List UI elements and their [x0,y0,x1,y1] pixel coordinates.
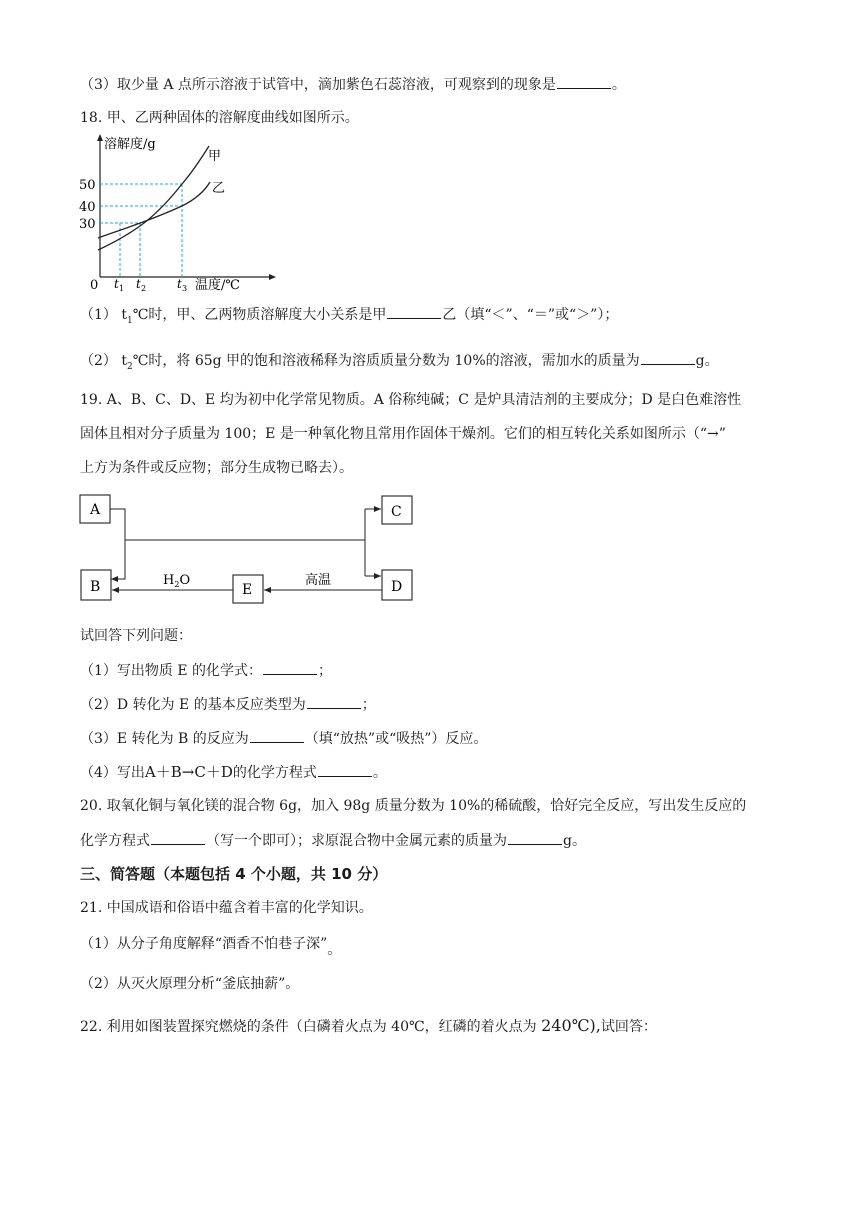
curve-jia [98,146,209,250]
conversion-diagram [76,490,422,606]
answer-blank[interactable] [387,304,441,319]
y-tick: 50 [79,178,96,193]
q19-part1 [80,660,332,681]
y-tick: 40 [79,200,96,215]
label-h2o: $H_2O$ [163,573,191,589]
q20-line2-a: 化学方程式 [80,833,150,849]
answer-blank[interactable] [263,660,317,675]
q18-part1 [80,304,618,331]
y-axis-arrow [97,134,103,141]
q19-stem-3: 上方为条件或反应物；部分生成物已略去）。 [80,460,353,476]
q19-part2-end: ； [361,697,376,713]
q18-part1-a: （1） t [80,307,127,323]
q19-stem-2: 固体且相对分子质量为 100；E 是一种氧化物且常用作固体干燥剂。它们的相互转化关系如图所示（“→” [80,426,726,442]
label-D: D [391,579,403,595]
q19-ask: 试回答下列问题： [80,628,192,644]
curve-yi [98,182,210,238]
equation: A＋B→C＋D [144,763,233,781]
answer-blank[interactable] [508,830,562,845]
origin-label: 0 [90,278,99,292]
q19-part4-end: 。 [372,765,387,781]
q21-part1-end: 。 [327,942,342,958]
q17-part3-text: （3）取少量 A 点所示溶液于试管中，滴加紫色石蕊溶液，可观察到的现象是 [80,77,556,93]
answer-blank[interactable] [318,762,372,777]
arrow-A-B [110,509,125,579]
y-axis-label: 溶解度/g [104,137,156,152]
solubility-chart [76,132,276,292]
label-C: C [391,504,402,520]
x-tick: t [136,277,141,291]
x-tick: t [177,277,182,291]
q18-part1-b: ℃时，甲、乙两物质溶解度大小关系是甲 [132,307,387,323]
q19-part3 [80,728,487,749]
q19-part2-text: （2）D 转化为 E 的基本反应类型为 [80,697,306,713]
q18-part2 [80,350,719,377]
q22-stem-a: 22. 利用如图装置探究燃烧的条件（白磷着火点为 40℃，红磷的着火点为 [80,1019,537,1035]
q19-part3-text: （3）E 转化为 B 的反应为 [80,731,249,747]
q18-part2-a: （2） t [80,353,127,369]
answer-blank[interactable] [557,74,611,89]
x-tick-sub: 2 [141,284,147,292]
q20-line1: 20. 取氧化铜与氧化镁的混合物 6g，加入 98g 质量分数为 10%的稀硫酸，恰好完全反应，写出发生反应的 [80,798,747,814]
q21-part2: （2）从灭火原理分析“釜底抽薪”。 [80,976,300,992]
x-axis-label: 温度/℃ [195,278,240,292]
q21-part1-text: （1）从分子角度解释“酒香不怕巷子深” [80,936,328,952]
q21-stem: 21. 中国成语和俗语中蕴含着丰富的化学知识。 [80,900,373,916]
label-A: A [90,502,101,518]
x-tick: t [114,277,119,291]
label-E: E [242,582,253,598]
section-title: 三、简答题（本题包括 4 个小题，共 10 分） [80,865,388,883]
q20-line2-c: g。 [563,833,586,849]
q19-part1-end: ； [318,663,333,679]
q18-part2-b: ℃时，将 65g 甲的饱和溶液稀释为溶质质量分数为 10%的溶液，需加水的质量为 [132,353,640,369]
q19-stem-1: 19. A、B、C、D、E 均为初中化学常见物质。A 俗称纯碱；C 是炉具清洁剂的主要成分；D 是白色难溶性 [80,392,742,408]
x-axis-arrow [269,274,276,280]
q19-part4-mid: 的化学方程式 [232,765,317,781]
answer-blank[interactable] [307,694,361,709]
q20-line2-b: （写一个即可）；求原混合物中金属元素的质量为 [206,833,507,849]
q18-stem: 18. 甲、乙两种固体的溶解度曲线如图所示。 [80,110,359,126]
answer-blank[interactable] [151,830,205,845]
q18-part1-c: 乙（填“＜”、“＝”或“＞”）； [442,307,619,323]
q20-line2 [80,830,586,851]
q22-stem [80,1016,657,1037]
x-tick-sub: 1 [119,284,125,292]
q22-stem-c: 试回答： [600,1019,657,1035]
q19-part2 [80,694,376,715]
y-tick: 30 [79,217,96,232]
subscript: 1 [126,315,133,326]
q19-part3-end: （填“放热”或“吸热”）反应。 [304,731,488,747]
series-label-yi: 乙 [212,181,226,196]
answer-blank[interactable] [641,350,695,365]
x-tick-sub: 3 [182,284,188,292]
q19-part4-text: （4）写出 [80,765,145,781]
q21-part1 [80,934,342,958]
label-B: B [90,579,101,595]
q19-part4 [80,762,387,783]
q17-part3 [80,74,626,95]
series-label-jia: 甲 [208,149,222,164]
q22-stem-b: 240℃), [541,1016,601,1035]
q18-part2-c: g。 [695,353,719,369]
answer-blank[interactable] [250,728,304,743]
q19-part1-text: （1）写出物质 E 的化学式： [80,663,263,679]
subscript: 2 [126,361,133,372]
q17-part3-end: 。 [611,77,626,93]
label-gaowen: 高温 [305,573,332,588]
